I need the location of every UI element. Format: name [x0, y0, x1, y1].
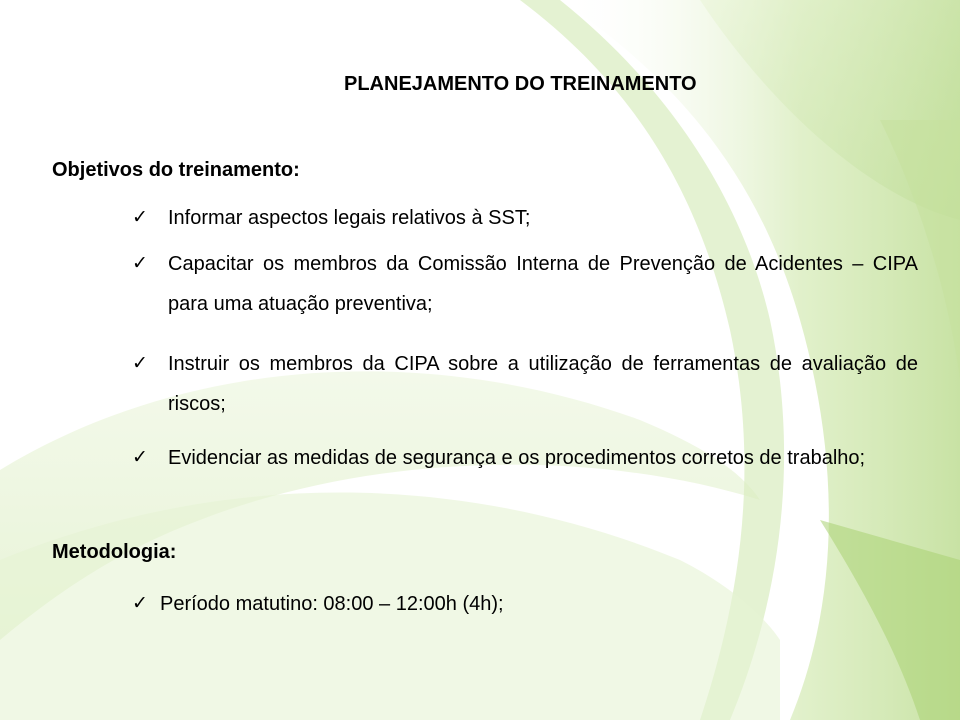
slide-title: PLANEJAMENTO DO TREINAMENTO [344, 73, 697, 95]
objective-item [132, 438, 918, 478]
checkmark-icon: ✓ [132, 253, 148, 274]
objective-item [132, 244, 918, 324]
objective-text: Capacitar os membros da Comissão Interna de Prevenção de Acidentes – CIPA para uma atuação preventiva; [168, 253, 918, 315]
objectives-heading: Objetivos do treinamento: [52, 159, 300, 181]
objective-text: Instruir os membros da CIPA sobre a utilização de ferramentas de avaliação de riscos; [168, 353, 918, 415]
checkmark-icon: ✓ [132, 353, 148, 374]
methodology-heading: Metodologia: [52, 541, 177, 563]
objective-text: Evidenciar as medidas de segurança e os procedimentos corretos de trabalho; [168, 447, 866, 469]
methodology-text: Período matutino: 08:00 – 12:00h (4h); [160, 593, 504, 615]
methodology-item [132, 584, 918, 624]
objective-item [132, 344, 918, 424]
checkmark-icon: ✓ [132, 593, 148, 614]
objective-text: Informar aspectos legais relativos à SST; [168, 207, 531, 229]
objective-item [132, 198, 918, 238]
checkmark-icon: ✓ [132, 207, 148, 228]
checkmark-icon: ✓ [132, 447, 148, 468]
